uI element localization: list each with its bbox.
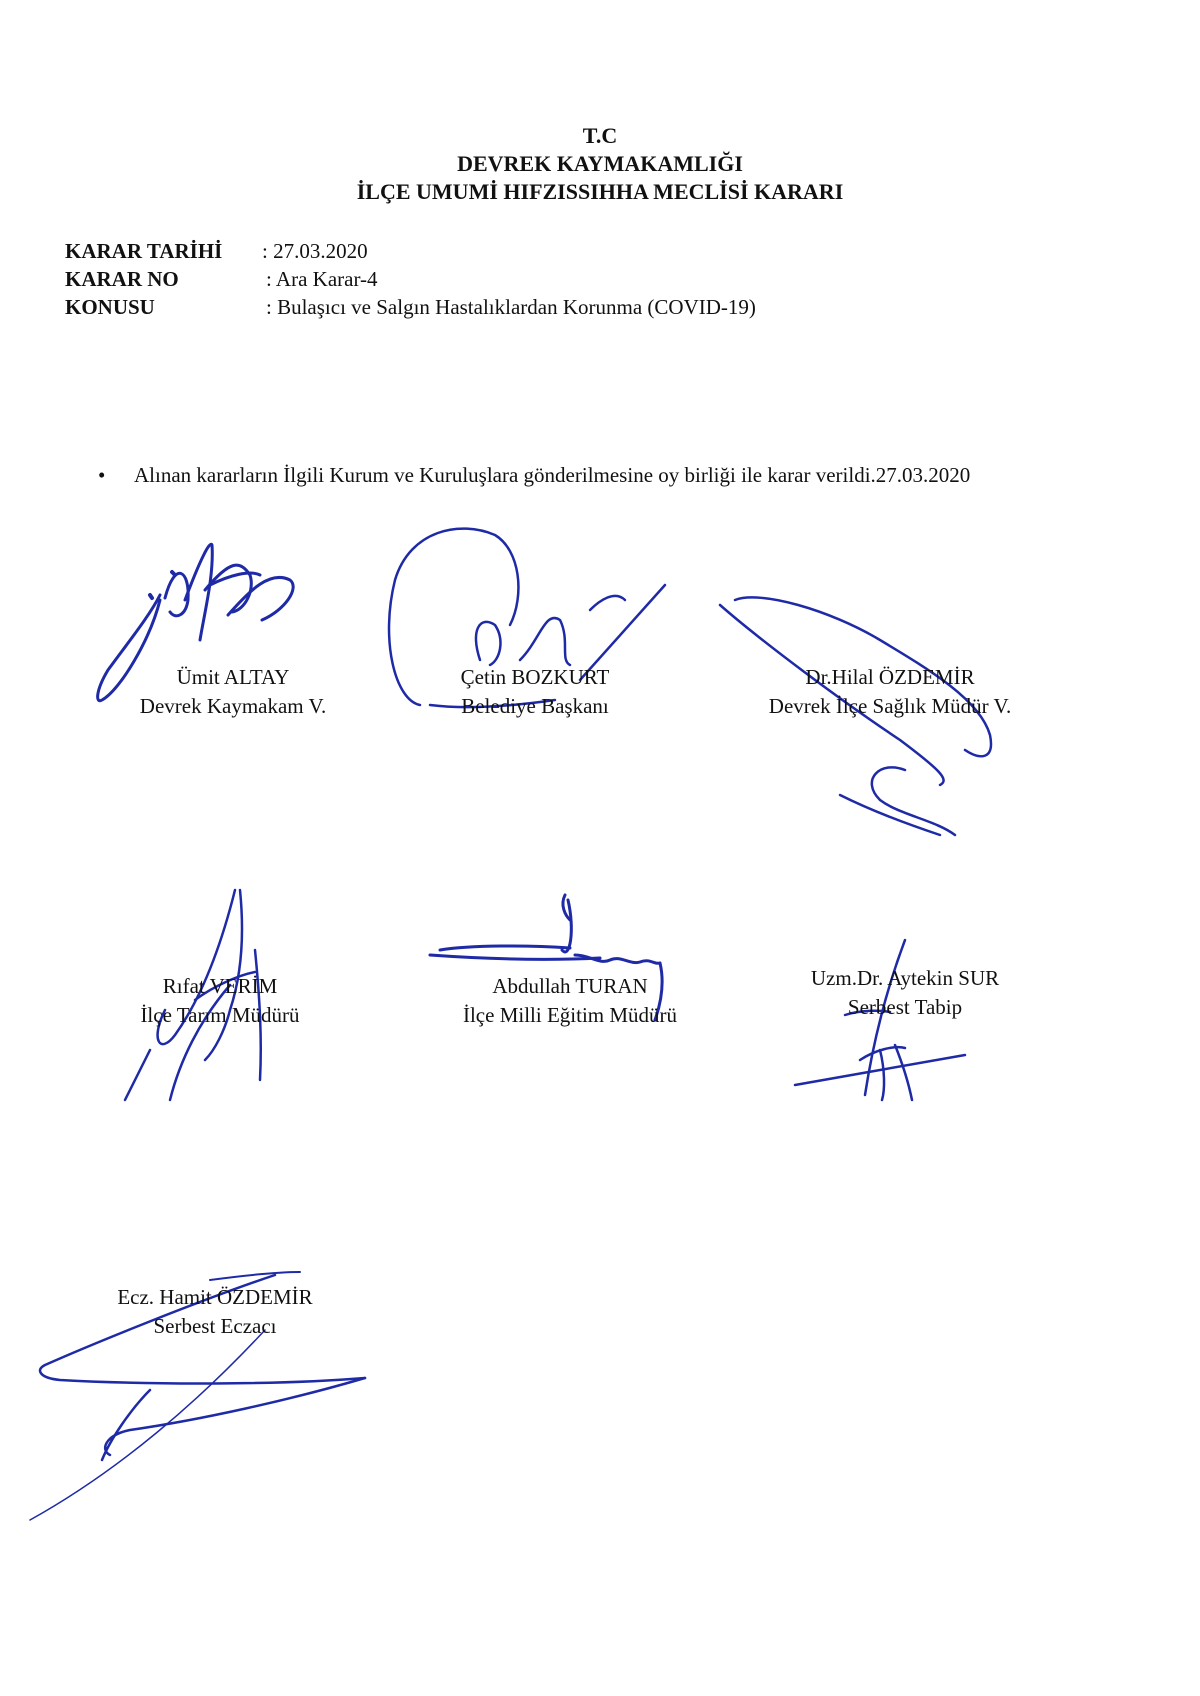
signatory-title-sur: Serbest Tabip — [847, 995, 963, 1019]
signatory-block-hamit — [95, 1283, 335, 1341]
signatory-name-altay: Ümit ALTAY — [176, 665, 290, 689]
meta-key-date: KARAR TARİHİ — [65, 239, 223, 263]
signatory-title-turan: İlçe Milli Eğitim Müdürü — [462, 1003, 678, 1027]
signatory-block-sur — [775, 964, 1035, 1022]
signatory-name-verim: Rıfat VERİM — [162, 974, 278, 998]
signatory-block-bozkurt — [410, 663, 660, 721]
signatory-block-verim — [105, 972, 335, 1030]
meta-value-number: : Ara Karar-4 — [266, 267, 378, 291]
header-line-tc: T.C — [582, 123, 618, 148]
signatory-title-bozkurt: Belediye Başkanı — [461, 694, 609, 718]
header-line-council: İLÇE UMUMİ HIFZISSIHHA MECLİSİ KARARI — [356, 179, 844, 204]
signatory-name-ozdemir: Dr.Hilal ÖZDEMİR — [805, 665, 975, 689]
signatory-block-altay — [103, 663, 363, 721]
signatory-title-ozdemir: Devrek İlçe Sağlık Müdür V. — [768, 694, 1012, 718]
signatory-block-turan — [430, 972, 710, 1030]
signatory-title-altay: Devrek Kaymakam V. — [139, 694, 327, 718]
bullet-icon: • — [98, 463, 106, 487]
signatory-title-verim: İlçe Tarım Müdürü — [140, 1003, 300, 1027]
decision-text: Alınan kararların İlgili Kurum ve Kuruluşlara gönderilmesine oy birliği ile karar verildi.27.03.2020 — [134, 463, 971, 487]
signatory-name-hamit: Ecz. Hamit ÖZDEMİR — [117, 1285, 313, 1309]
header-line-office: DEVREK KAYMAKAMLIĞI — [457, 151, 743, 176]
signatory-name-turan: Abdullah TURAN — [492, 974, 648, 998]
meta-key-number: KARAR NO — [65, 267, 179, 291]
meta-key-subject: KONUSU — [65, 295, 155, 319]
meta-value-subject: : Bulaşıcı ve Salgın Hastalıklardan Korunma (COVID-19) — [266, 295, 756, 319]
signatory-name-sur: Uzm.Dr. Aytekin SUR — [810, 966, 1000, 990]
signatory-title-hamit: Serbest Eczacı — [153, 1314, 277, 1338]
meta-value-date: : 27.03.2020 — [262, 239, 368, 263]
signatory-name-bozkurt: Çetin BOZKURT — [460, 665, 610, 689]
document-header — [0, 122, 1200, 206]
signatory-block-ozdemir — [730, 663, 1050, 721]
